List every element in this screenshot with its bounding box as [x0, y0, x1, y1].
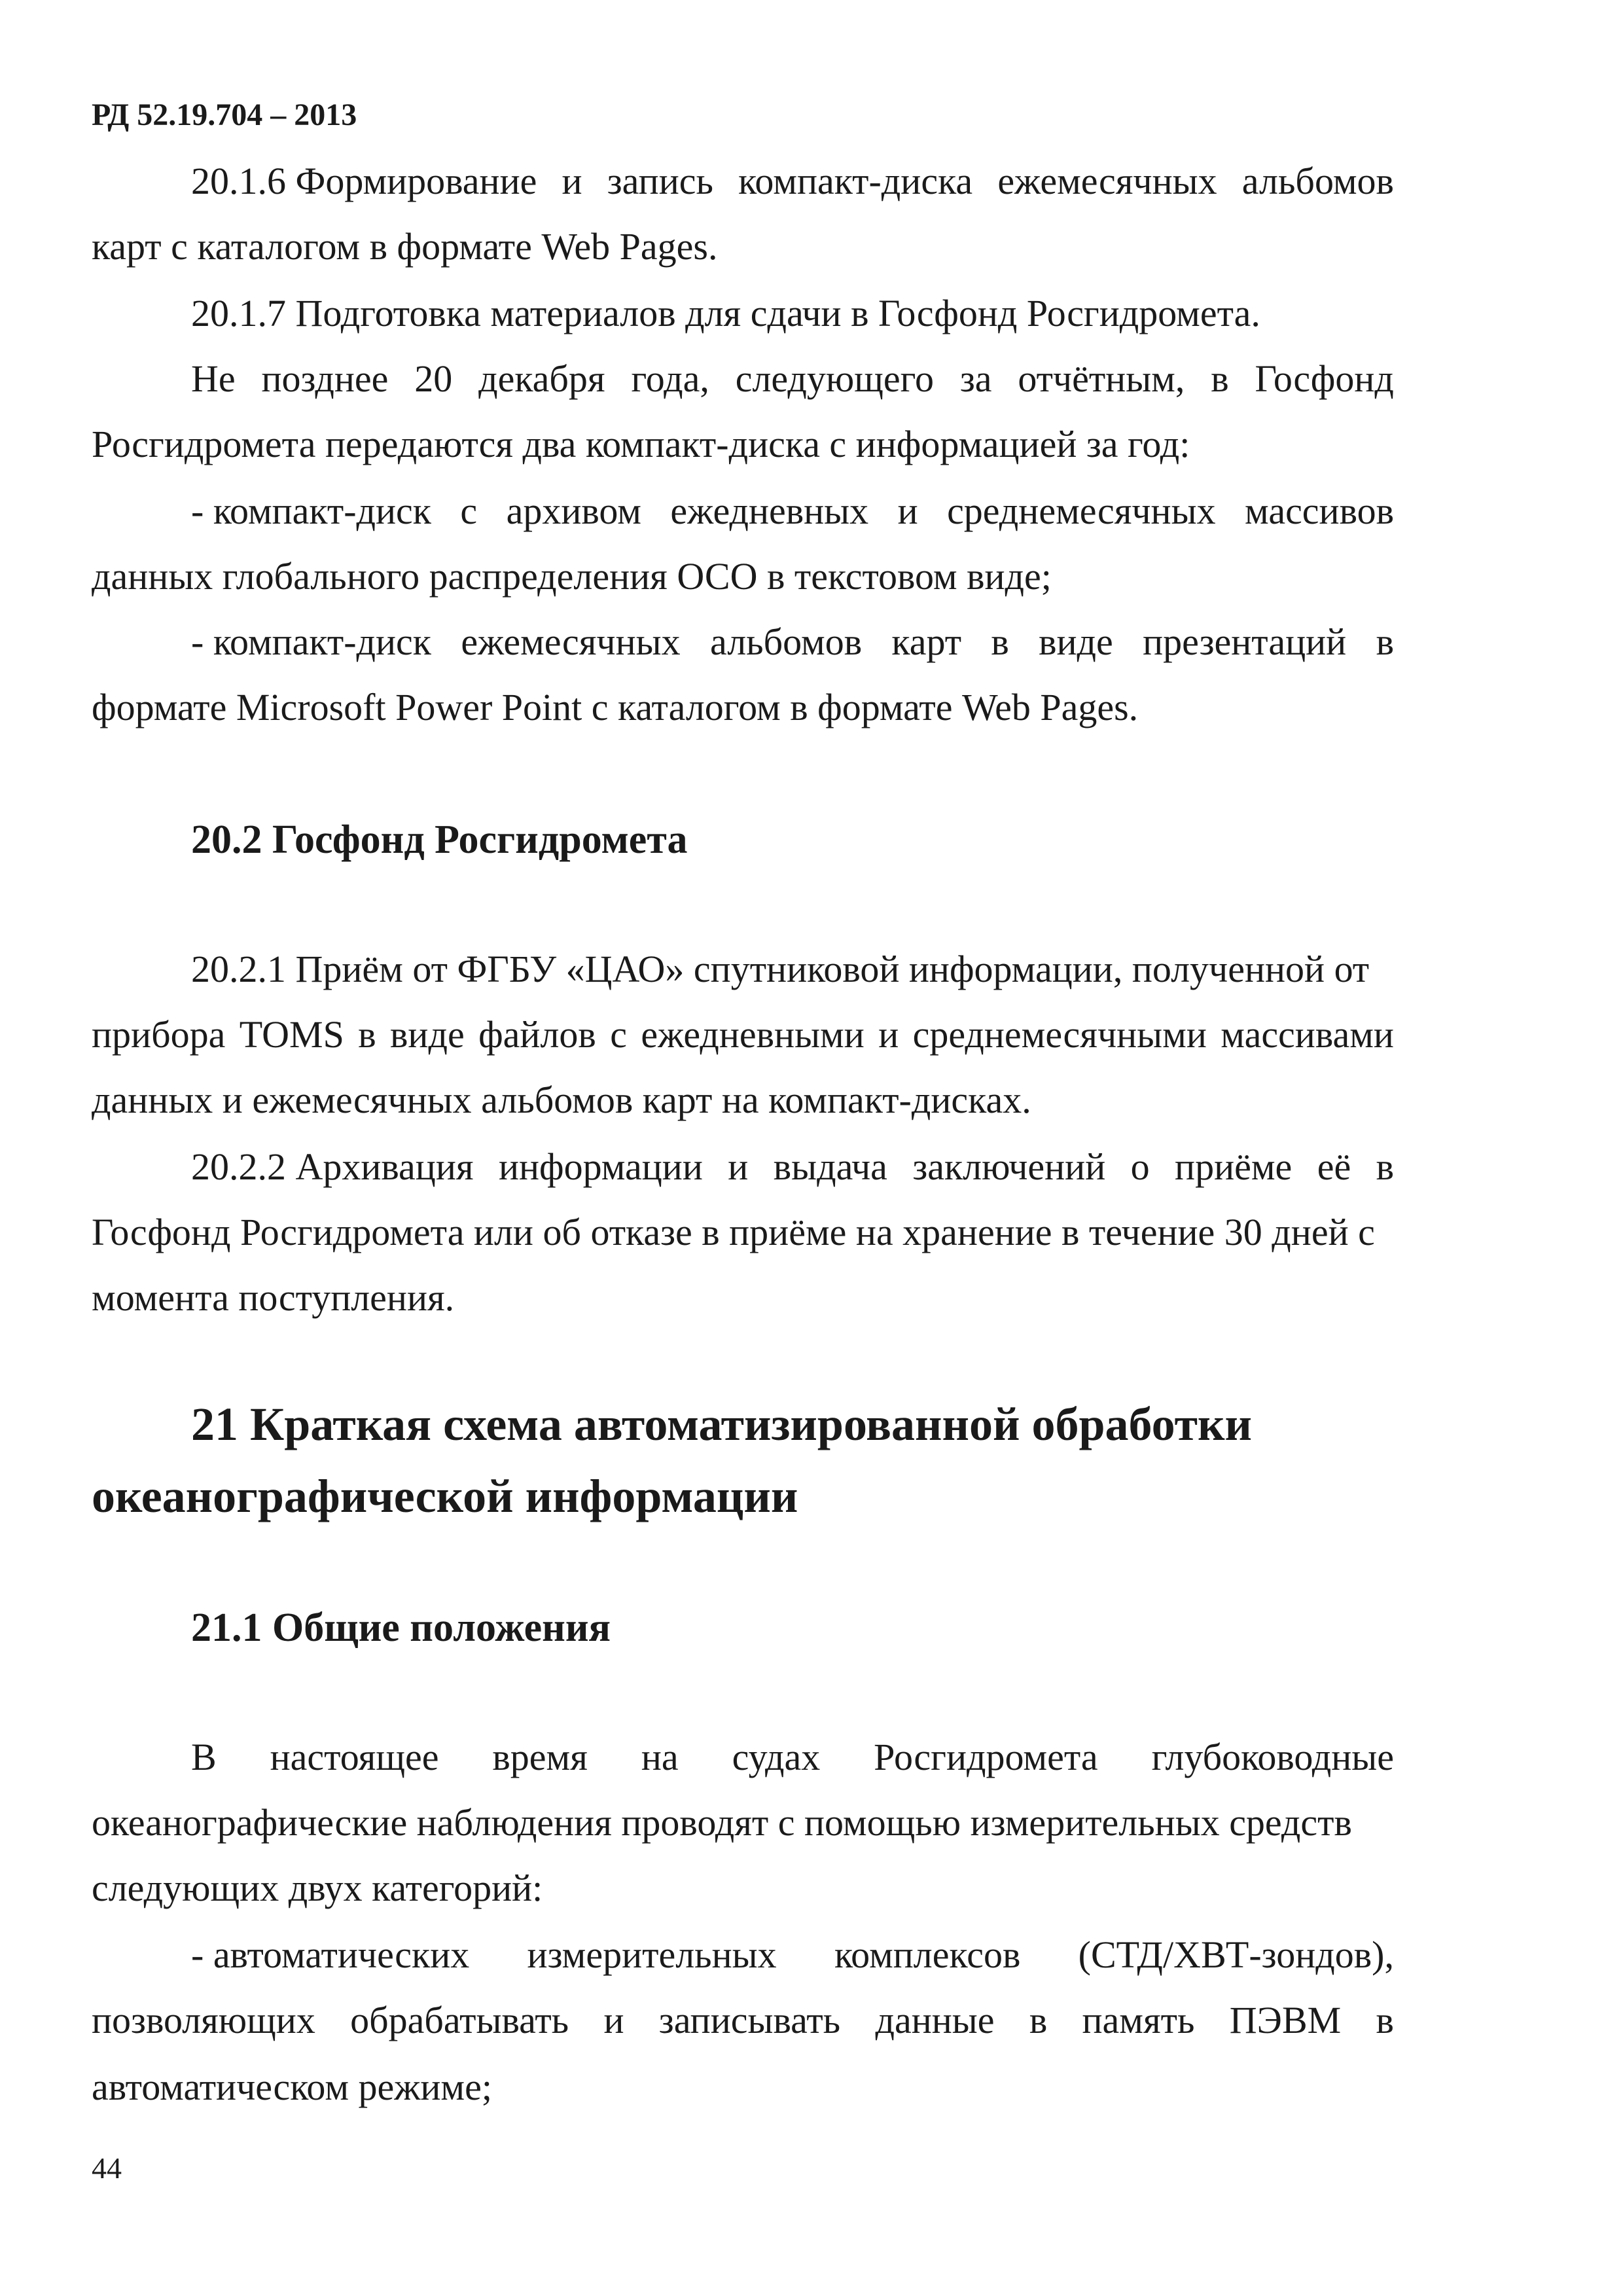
word: в — [1376, 1145, 1394, 1188]
word: Росгидромета — [874, 1736, 1098, 1778]
word: 20 — [414, 357, 453, 400]
word: ежемесячных — [997, 160, 1217, 202]
word: в — [1376, 620, 1394, 663]
word: в — [1029, 1999, 1048, 2041]
section-21-title-line1: 21 Краткая схема автоматизированной обработки — [191, 1398, 1252, 1450]
word: с — [460, 490, 478, 532]
word: и — [878, 1013, 899, 1056]
word: позволяющих — [92, 1999, 315, 2041]
word: судах — [732, 1736, 821, 1778]
bullet-cd-albums-line2: формате Microsoft Power Point с каталогом в формате Web Pages. — [92, 686, 1139, 728]
word: на — [641, 1736, 679, 1778]
word: презентаций — [1143, 620, 1347, 663]
word: и — [897, 490, 918, 532]
word: выдача — [773, 1145, 887, 1188]
item-20-1-6-line2: карт с каталогом в формате Web Pages. — [92, 225, 718, 268]
bullet-automatic-complexes-line1 — [191, 1933, 1394, 1976]
word: память — [1082, 1999, 1195, 2041]
word: ПЭВМ — [1229, 1999, 1342, 2041]
item-20-2-2-line2: Госфонд Росгидромета или об отказе в приёме на хранение в течение 30 дней с — [92, 1211, 1375, 1253]
word: TOMS — [239, 1013, 344, 1056]
item-20-1-6-line1 — [191, 162, 1394, 200]
word: время — [492, 1736, 588, 1778]
item-20-2-1-line2 — [92, 1013, 1394, 1056]
word: записывать — [658, 1999, 841, 2041]
word: данные — [875, 1999, 995, 2041]
word: 20.1.6 Формирование — [191, 160, 537, 202]
word: измерительных — [527, 1933, 777, 1976]
word: за — [959, 357, 992, 400]
general-paragraph-line1 — [191, 1738, 1394, 1776]
word: с — [610, 1013, 627, 1056]
word: года, — [631, 357, 709, 400]
word: (СТД/ХВТ-зондов), — [1078, 1933, 1394, 1976]
section-21-1-title: 21.1 Общие положения — [191, 1605, 611, 1650]
word: карт — [891, 620, 962, 663]
section-21-title-line2: океанографической информации — [92, 1470, 798, 1522]
word: альбомов — [709, 620, 863, 663]
word: в — [1376, 1999, 1394, 2041]
item-20-2-1-line1: 20.2.1 Приём от ФГБУ «ЦАО» спутниковой информации, полученной от — [191, 948, 1370, 990]
word: в — [358, 1013, 376, 1056]
word: В — [191, 1736, 217, 1778]
word: обрабатывать — [350, 1999, 569, 2041]
document-code-header: РД 52.19.704 – 2013 — [92, 98, 357, 132]
word: в — [991, 620, 1009, 663]
word: альбомов — [1241, 160, 1394, 202]
word: среднемесячных — [947, 490, 1216, 532]
word: следующего — [735, 357, 934, 400]
word: виде — [1039, 620, 1113, 663]
word: среднемесячными — [912, 1013, 1207, 1056]
word: заключений — [912, 1145, 1106, 1188]
general-paragraph-line2: океанографические наблюдения проводят с помощью измерительных средств — [92, 1801, 1352, 1844]
word: в — [1211, 357, 1229, 400]
word: виде — [390, 1013, 465, 1056]
word: архивом — [506, 490, 641, 532]
word: ежемесячных — [461, 620, 681, 663]
word: декабря — [478, 357, 605, 400]
word: компакт-диска — [738, 160, 973, 202]
general-paragraph-line3: следующих двух категорий: — [92, 1867, 543, 1909]
word: - компакт-диск — [191, 490, 431, 532]
word: информации — [498, 1145, 703, 1188]
word: прибора — [92, 1013, 226, 1056]
word: запись — [607, 160, 713, 202]
word: настоящее — [270, 1736, 439, 1778]
bullet-automatic-complexes-line3: автоматическом режиме; — [92, 2066, 492, 2108]
word: о — [1130, 1145, 1150, 1188]
word: отчётным, — [1018, 357, 1185, 400]
word: файлов — [478, 1013, 596, 1056]
word: ежедневных — [670, 490, 869, 532]
transfer-paragraph-line2: Росгидромета передаются два компакт-диска с информацией за год: — [92, 423, 1190, 465]
word: - автоматических — [191, 1933, 470, 1976]
word: её — [1317, 1145, 1351, 1188]
page-number: 44 — [92, 2151, 122, 2185]
item-20-2-1-line3: данных и ежемесячных альбомов карт на компакт-дисках. — [92, 1079, 1031, 1121]
item-20-1-7: 20.1.7 Подготовка материалов для сдачи в Госфонд Росгидромета. — [191, 292, 1260, 334]
word: Госфонд — [1255, 357, 1394, 400]
word: - компакт-диск — [191, 620, 431, 663]
item-20-2-2-line3: момента поступления. — [92, 1276, 455, 1319]
item-20-2-2-line1 — [191, 1145, 1394, 1188]
bullet-cd-archive-line2: данных глобального распределения ОСО в текстовом виде; — [92, 555, 1052, 598]
word: ежедневными — [641, 1013, 865, 1056]
word: глубоководные — [1151, 1736, 1394, 1778]
word: позднее — [261, 357, 389, 400]
bullet-automatic-complexes-line2 — [92, 2001, 1394, 2039]
word: Не — [191, 357, 236, 400]
word: 20.2.2 Архивация — [191, 1145, 474, 1188]
word: комплексов — [834, 1933, 1021, 1976]
bullet-cd-albums-line1 — [191, 620, 1394, 663]
word: и — [603, 1999, 624, 2041]
word: и — [728, 1145, 749, 1188]
word: приёме — [1175, 1145, 1293, 1188]
section-20-2-title: 20.2 Госфонд Росгидромета — [191, 817, 688, 862]
transfer-paragraph-line1 — [191, 357, 1394, 400]
word: массивов — [1245, 490, 1394, 532]
word: и — [562, 160, 582, 202]
bullet-cd-archive-line1 — [191, 492, 1394, 530]
word: массивами — [1221, 1013, 1394, 1056]
